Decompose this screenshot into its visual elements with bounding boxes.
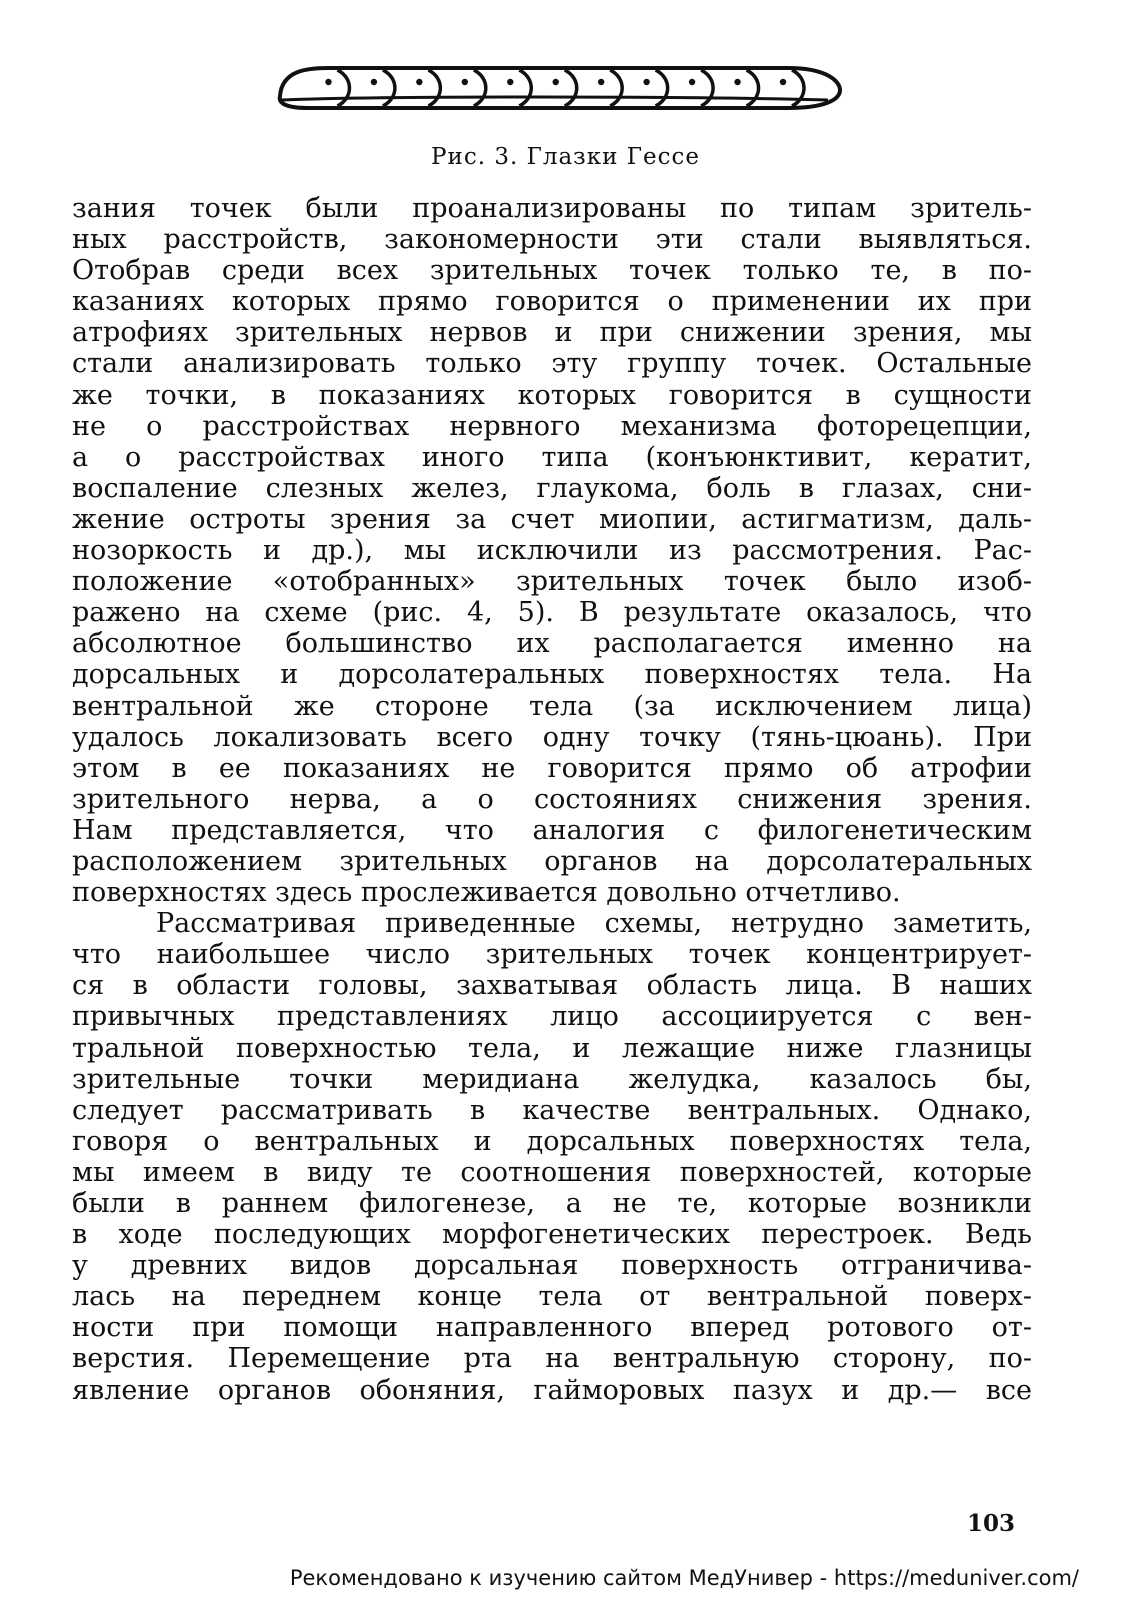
text-line: Отобрав среди всех зрительных точек только те, в по- <box>72 255 1032 287</box>
segment-border <box>474 70 486 106</box>
eye-spot <box>507 79 513 85</box>
text-line: удалось локализовать всего одну точку (тянь-цюань). При <box>72 721 1032 753</box>
text-line: ся в области головы, захватывая область лица. В наших <box>72 970 1032 1002</box>
text-line: а о расстройствах иного типа (конъюнктивит, кератит, <box>72 441 1032 473</box>
eye-spot <box>643 79 649 85</box>
text-line: зрительного нерва, а о состояниях снижения зрения. <box>72 783 1032 815</box>
text-line: тральной поверхностью тела, и лежащие ниже глазницы <box>72 1032 1032 1064</box>
text-line: казаниях которых прямо говорится о применении их при <box>72 286 1032 318</box>
text-line: жение остроты зрения за счет миопии, астигматизм, даль- <box>72 503 1032 535</box>
text-line: нозоркость и др.), мы исключили из рассмотрения. Рас- <box>72 535 1032 567</box>
figure-caption: Рис. 3. Глазки Гессе <box>431 144 700 170</box>
text-line: абсолютное большинство их располагается именно на <box>72 628 1032 660</box>
text-line: явление органов обоняния, гайморовых пазух и др.— все <box>72 1374 1032 1406</box>
text-line: атрофиях зрительных нервов и при снижении зрения, мы <box>72 317 1032 349</box>
text-line: мы имеем в виду те соотношения поверхностей, которые <box>72 1156 1032 1188</box>
segment-border <box>519 70 531 106</box>
eye-spot <box>325 79 331 85</box>
body-outline <box>280 68 840 108</box>
text-line: в ходе последующих морфогенетических перестроек. Ведь <box>72 1219 1032 1251</box>
eye-spot <box>462 79 468 85</box>
segment-border <box>337 70 349 106</box>
figure-hesse-eyes <box>268 56 848 118</box>
paragraph <box>72 193 1032 908</box>
page-number: 103 <box>966 1510 1015 1537</box>
segment-border <box>610 70 622 106</box>
text-line: расположением зрительных органов на дорсолатеральных <box>72 845 1032 877</box>
text-line: были в раннем филогенезе, а не те, которые возникли <box>72 1188 1032 1219</box>
text-line: Рассматривая приведенные схемы, нетрудно заметить, <box>156 908 1032 940</box>
text-line: воспаление слезных желез, глаукома, боль в глазах, сни- <box>72 472 1032 504</box>
eye-spot <box>371 79 377 85</box>
segment-border <box>701 70 713 106</box>
ventral-line <box>282 97 828 100</box>
text-line: поверхностях здесь прослеживается довольно отчетливо. <box>72 877 901 909</box>
text-line: говоря о вентральных и дорсальных поверхностях тела, <box>72 1125 1032 1157</box>
footer-link[interactable]: Рекомендовано к изучению сайтом МедУнивер - https://meduniver.com/ <box>289 1566 1079 1590</box>
text-line: дорсальных и дорсолатеральных поверхностях тела. На <box>72 659 1032 691</box>
eye-spot <box>416 79 422 85</box>
text-line: вентральной же стороне тела (за исключением лица) <box>72 690 1032 722</box>
segment-border <box>656 70 668 106</box>
text-line: зания точек были проанализированы по типам зритель- <box>72 193 1032 224</box>
text-line: что наибольшее число зрительных точек концентрирует- <box>72 939 1032 971</box>
segment-border <box>565 70 577 106</box>
text-line: ных расстройств, закономерности эти стали выявляться. <box>72 224 1032 256</box>
text-line: же точки, в показаниях которых говорится в сущности <box>72 379 1032 411</box>
text-line: не о расстройствах нервного механизма фоторецепции, <box>72 410 1032 442</box>
paragraph <box>72 908 1032 1406</box>
eye-spot <box>689 79 695 85</box>
body-text <box>72 193 1032 1406</box>
text-line: у древних видов дорсальная поверхность отграничива- <box>72 1250 1032 1282</box>
eye-spot <box>553 79 559 85</box>
segment-border <box>428 70 440 106</box>
segment-border <box>383 70 395 106</box>
text-line: лась на переднем конце тела от вентральной поверх- <box>72 1281 1032 1313</box>
text-line: этом в ее показаниях не говорится прямо об атрофии <box>72 752 1032 784</box>
text-line: ности при помощи направленного вперед ротового от- <box>72 1312 1032 1344</box>
eye-spot <box>734 79 740 85</box>
eye-spot <box>780 79 786 85</box>
text-line: следует рассматривать в качестве вентральных. Однако, <box>72 1094 1032 1126</box>
segment-border <box>747 70 759 106</box>
text-line: ражено на схеме (рис. 4, 5). В результате оказалось, что <box>72 597 1032 629</box>
hesse-eyes-illustration <box>268 56 848 118</box>
text-line: стали анализировать только эту группу точек. Остальные <box>72 348 1032 380</box>
text-line: верстия. Перемещение рта на вентральную сторону, по- <box>72 1343 1032 1375</box>
text-line: положение «отобранных» зрительных точек было изоб- <box>72 566 1032 598</box>
text-line: зрительные точки меридиана желудка, казалось бы, <box>72 1063 1032 1095</box>
text-line: привычных представлениях лицо ассоциируется с вен- <box>72 1001 1032 1033</box>
text-line: Нам представляется, что аналогия с филогенетическим <box>72 814 1032 846</box>
eye-spot <box>598 79 604 85</box>
